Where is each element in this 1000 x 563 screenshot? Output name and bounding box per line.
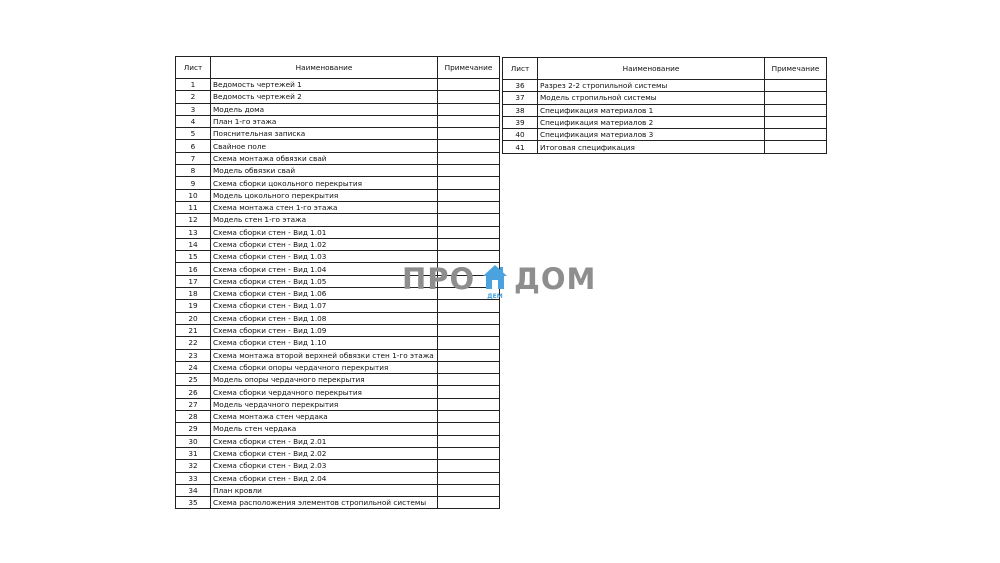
table-row: [176, 91, 500, 103]
sheet-number: 22: [176, 337, 211, 349]
sheet-name: Схема монтажа стен чердака: [211, 411, 438, 423]
table-row: [176, 411, 500, 423]
sheet-name: Модель опоры чердачного перекрытия: [211, 374, 438, 386]
logo-subtext: ДЕМ: [487, 293, 503, 300]
table-row: [176, 103, 500, 115]
sheet-number: 1: [176, 79, 211, 91]
table-row: [176, 165, 500, 177]
sheet-name: Схема сборки стен - Вид 1.10: [211, 337, 438, 349]
sheet-name: Ведомость чертежей 2: [211, 91, 438, 103]
sheet-name: Схема сборки стен - Вид 1.09: [211, 324, 438, 336]
logo-text-left: ПРО: [402, 262, 476, 296]
sheet-name: Схема сборки стен - Вид 1.01: [211, 226, 438, 238]
sheet-note: [438, 386, 500, 398]
sheet-name: Схема сборки стен - Вид 1.02: [211, 238, 438, 250]
sheet-number: 8: [176, 165, 211, 177]
sheet-name: Модель стен 1-го этажа: [211, 214, 438, 226]
sheet-number: 23: [176, 349, 211, 361]
sheet-note: [438, 324, 500, 336]
table-row: [176, 374, 500, 386]
sheet-name: Модель обвязки свай: [211, 165, 438, 177]
sheet-name: Модель цокольного перекрытия: [211, 189, 438, 201]
table-row: [176, 115, 500, 127]
sheet-number: 27: [176, 398, 211, 410]
sheet-name: Модель стропильной системы: [538, 92, 765, 104]
sheet-number: 5: [176, 128, 211, 140]
table-row: [176, 460, 500, 472]
sheet-name: Схема сборки чердачного перекрытия: [211, 386, 438, 398]
table-row: [176, 435, 500, 447]
sheet-name: Схема расположения элементов стропильной системы: [211, 497, 438, 509]
sheet-note: [438, 398, 500, 410]
sheet-name: Итоговая спецификация: [538, 141, 765, 153]
table-header-row: [503, 58, 827, 80]
sheet-name: Схема сборки стен - Вид 1.03: [211, 251, 438, 263]
sheet-note: [438, 460, 500, 472]
sheet-name: План 1-го этажа: [211, 115, 438, 127]
table-row: [176, 472, 500, 484]
sheet-name: Модель дома: [211, 103, 438, 115]
sheet-number: 38: [503, 104, 538, 116]
sheet-name: Схема сборки опоры чердачного перекрытия: [211, 361, 438, 373]
sheet-number: 19: [176, 300, 211, 312]
table-row: [503, 129, 827, 141]
sheet-name: Модель чердачного перекрытия: [211, 398, 438, 410]
sheet-note: [438, 361, 500, 373]
sheet-note: [438, 226, 500, 238]
sheet-number: 11: [176, 201, 211, 213]
sheet-number: 25: [176, 374, 211, 386]
sheet-number: 14: [176, 238, 211, 250]
sheet-note: [438, 447, 500, 459]
sheet-number: 39: [503, 116, 538, 128]
sheet-number: 24: [176, 361, 211, 373]
header-sheet: Лист: [176, 57, 211, 79]
table-row: [503, 116, 827, 128]
sheet-name: Схема монтажа стен 1-го этажа: [211, 201, 438, 213]
sheet-number: 29: [176, 423, 211, 435]
sheet-number: 26: [176, 386, 211, 398]
table-row: [176, 152, 500, 164]
sheet-note: [438, 128, 500, 140]
header-name: Наименование: [211, 57, 438, 79]
sheet-number: 10: [176, 189, 211, 201]
sheet-name: Схема сборки стен - Вид 1.04: [211, 263, 438, 275]
house-icon: [480, 262, 510, 302]
logo-text-right: ДОМ: [514, 262, 597, 296]
sheet-number: 2: [176, 91, 211, 103]
table-row: [503, 92, 827, 104]
sheet-name: Пояснительная записка: [211, 128, 438, 140]
sheet-note: [765, 80, 827, 92]
sheet-name: План кровли: [211, 484, 438, 496]
sheet-name: Спецификация материалов 1: [538, 104, 765, 116]
sheet-name: Схема сборки стен - Вид 1.07: [211, 300, 438, 312]
sheet-number: 33: [176, 472, 211, 484]
sheet-name: Спецификация материалов 2: [538, 116, 765, 128]
sheet-note: [438, 165, 500, 177]
table-row: [176, 423, 500, 435]
sheet-note: [438, 152, 500, 164]
sheet-name: Схема сборки стен - Вид 2.04: [211, 472, 438, 484]
sheet-note: [438, 79, 500, 91]
sheet-number: 18: [176, 288, 211, 300]
sheet-number: 6: [176, 140, 211, 152]
sheet-note: [765, 129, 827, 141]
table-row: [176, 337, 500, 349]
sheet-number: 32: [176, 460, 211, 472]
header-sheet: Лист: [503, 58, 538, 80]
table-row: [176, 238, 500, 250]
sheet-name: Схема монтажа второй верхней обвязки стен 1-го этажа: [211, 349, 438, 361]
table-row: [176, 128, 500, 140]
sheet-number: 17: [176, 275, 211, 287]
table-row: [176, 226, 500, 238]
sheet-number: 31: [176, 447, 211, 459]
sheet-name: Схема монтажа обвязки свай: [211, 152, 438, 164]
table-row: [176, 312, 500, 324]
header-note: Примечание: [438, 57, 500, 79]
sheet-note: [438, 238, 500, 250]
pro-dom-logo: [400, 262, 600, 302]
sheet-number: 36: [503, 80, 538, 92]
table-row: [503, 80, 827, 92]
sheet-note: [438, 435, 500, 447]
sheet-name: Схема сборки цокольного перекрытия: [211, 177, 438, 189]
drawings-list-table-right: [502, 57, 827, 154]
sheet-name: Разрез 2-2 стропильной системы: [538, 80, 765, 92]
sheet-name: Схема сборки стен - Вид 2.03: [211, 460, 438, 472]
sheet-name: Схема сборки стен - Вид 2.02: [211, 447, 438, 459]
sheet-note: [438, 91, 500, 103]
table-row: [176, 177, 500, 189]
sheet-note: [438, 177, 500, 189]
table-row: [176, 349, 500, 361]
table-row: [176, 324, 500, 336]
sheet-name: Схема сборки стен - Вид 1.06: [211, 288, 438, 300]
sheet-note: [438, 472, 500, 484]
sheet-number: 28: [176, 411, 211, 423]
sheet-name: Свайное поле: [211, 140, 438, 152]
sheet-number: 3: [176, 103, 211, 115]
sheet-number: 37: [503, 92, 538, 104]
sheet-number: 34: [176, 484, 211, 496]
sheet-number: 40: [503, 129, 538, 141]
table-row: [176, 361, 500, 373]
table-row: [176, 447, 500, 459]
sheet-name: Модель стен чердака: [211, 423, 438, 435]
sheet-note: [438, 374, 500, 386]
sheet-number: 21: [176, 324, 211, 336]
table-header-row: [176, 57, 500, 79]
sheet-note: [438, 349, 500, 361]
table-row: [176, 201, 500, 213]
header-note: Примечание: [765, 58, 827, 80]
table-row: [176, 398, 500, 410]
sheet-note: [438, 201, 500, 213]
sheet-number: 30: [176, 435, 211, 447]
sheet-note: [765, 104, 827, 116]
sheet-number: 4: [176, 115, 211, 127]
sheet-number: 13: [176, 226, 211, 238]
sheet-note: [438, 484, 500, 496]
table-row: [503, 104, 827, 116]
sheet-name: Спецификация материалов 3: [538, 129, 765, 141]
sheet-number: 7: [176, 152, 211, 164]
sheet-number: 35: [176, 497, 211, 509]
table-row: [176, 214, 500, 226]
table-row: [176, 79, 500, 91]
sheet-name: Схема сборки стен - Вид 1.08: [211, 312, 438, 324]
table-row: [176, 386, 500, 398]
sheet-note: [765, 141, 827, 153]
sheet-number: 16: [176, 263, 211, 275]
sheet-note: [438, 423, 500, 435]
sheet-note: [438, 115, 500, 127]
sheet-name: Схема сборки стен - Вид 2.01: [211, 435, 438, 447]
sheet-note: [765, 116, 827, 128]
sheet-number: 20: [176, 312, 211, 324]
sheet-number: 9: [176, 177, 211, 189]
sheet-number: 15: [176, 251, 211, 263]
table-row: [176, 140, 500, 152]
sheet-note: [438, 411, 500, 423]
sheet-name: Ведомость чертежей 1: [211, 79, 438, 91]
sheet-note: [765, 92, 827, 104]
sheet-note: [438, 189, 500, 201]
sheet-note: [438, 103, 500, 115]
sheet-note: [438, 337, 500, 349]
table-row: [503, 141, 827, 153]
table-row: [176, 189, 500, 201]
sheet-note: [438, 214, 500, 226]
table-row: [176, 484, 500, 496]
header-name: Наименование: [538, 58, 765, 80]
sheet-number: 12: [176, 214, 211, 226]
sheet-note: [438, 140, 500, 152]
table-row: [176, 497, 500, 509]
sheet-note: [438, 312, 500, 324]
sheet-number: 41: [503, 141, 538, 153]
sheet-note: [438, 497, 500, 509]
sheet-name: Схема сборки стен - Вид 1.05: [211, 275, 438, 287]
